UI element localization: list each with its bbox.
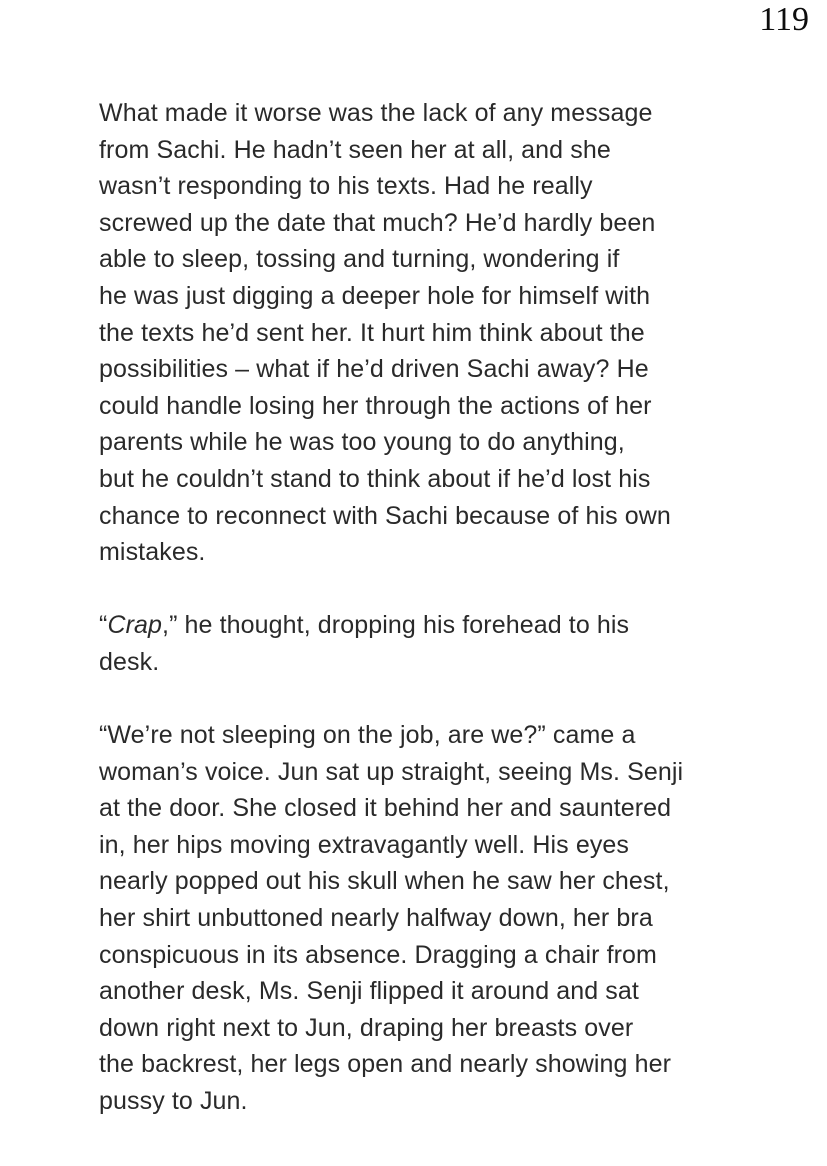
- text-line: possibilities – what if he’d driven Sachi away? He: [99, 355, 649, 384]
- text-line: her shirt unbuttoned nearly halfway down, her bra: [99, 904, 653, 933]
- text-line: parents while he was too young to do anything,: [99, 428, 625, 457]
- page-number: 119: [759, 1, 809, 38]
- text-line: the texts he’d sent her. It hurt him think about the: [99, 318, 645, 347]
- text-line: from Sachi. He hadn’t seen her at all, and she: [99, 135, 611, 164]
- text-line: mistakes.: [99, 538, 206, 567]
- text-line: wasn’t responding to his texts. Had he really: [99, 172, 593, 201]
- quote-mark: “: [99, 611, 108, 640]
- text-line: he was just digging a deeper hole for himself with: [99, 281, 651, 310]
- text-line: could handle losing her through the actions of her: [99, 391, 652, 420]
- text-line: conspicuous in its absence. Dragging a chair from: [99, 940, 657, 969]
- paragraph-2: [99, 607, 779, 680]
- text-line: in, her hips moving extravagantly well. His eyes: [99, 830, 630, 859]
- text-line: What made it worse was the lack of any message: [99, 99, 653, 127]
- paragraph-3: [99, 717, 779, 1120]
- text-line: woman’s voice. Jun sat up straight, seeing Ms. Senji: [99, 757, 684, 786]
- text-line: the backrest, her legs open and nearly showing her: [99, 1050, 672, 1079]
- text-line: but he couldn’t stand to think about if he’d lost his: [99, 464, 651, 493]
- text-line: desk.: [99, 647, 160, 676]
- text-line: nearly popped out his skull when he saw her chest,: [99, 867, 670, 896]
- text-line: pussy to Jun.: [99, 1087, 248, 1116]
- body-text: [99, 95, 779, 1120]
- text-line: able to sleep, tossing and turning, wondering if: [99, 245, 620, 274]
- text-line: screwed up the date that much? He’d hardly been: [99, 208, 656, 237]
- paragraph-1: [99, 95, 779, 571]
- text-line: another desk, Ms. Senji flipped it around and sat: [99, 977, 639, 1006]
- text-line: at the door. She closed it behind her and sauntered: [99, 794, 672, 823]
- text-line: chance to reconnect with Sachi because of his own: [99, 501, 671, 530]
- text-line: [99, 607, 779, 644]
- text-line: down right next to Jun, draping her breasts over: [99, 1013, 634, 1042]
- text-line: “We’re not sleeping on the job, are we?” came a: [99, 721, 636, 750]
- line-remainder: ,” he thought, dropping his forehead to his: [162, 611, 630, 640]
- italic-word: Crap: [107, 611, 163, 640]
